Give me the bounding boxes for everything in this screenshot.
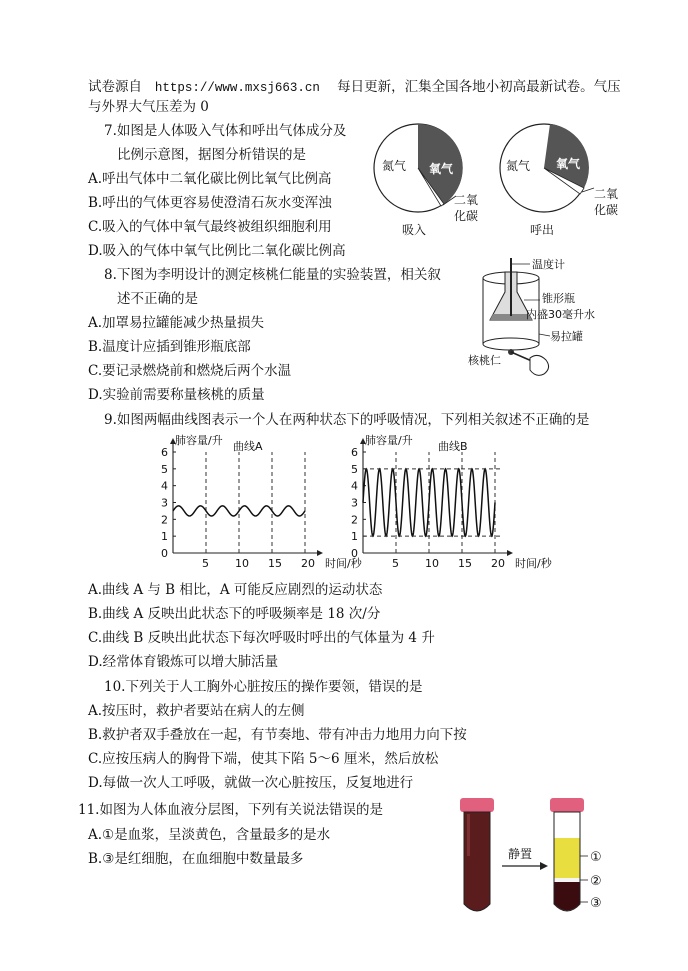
arrow-label: 静置 xyxy=(508,847,533,861)
header-slogan: 每日更新，汇集全国各地小初高最新试卷。气压 xyxy=(337,79,621,95)
q11-option-a: A.①是血浆，呈淡黄色，含量最多的是水 xyxy=(88,827,331,843)
x-tick-label: 15 xyxy=(268,557,282,570)
q9-charts xyxy=(155,432,552,582)
q8-apparatus-figure xyxy=(466,256,616,384)
y-tick-label: 2 xyxy=(161,513,168,527)
q10-option-a: A.按压时，救护者要站在病人的左侧 xyxy=(88,703,305,719)
pie1-caption: 吸入 xyxy=(402,223,427,237)
q9-option-a: A.曲线 A 与 B 相比，A 可能反应剧烈的运动状态 xyxy=(88,582,383,598)
y-tick-label: 1 xyxy=(351,530,358,544)
y-tick-label: 4 xyxy=(161,479,168,493)
chart-title: 曲线B xyxy=(438,440,468,453)
q8-option-c: C.要记录燃烧前和燃烧后两个水温 xyxy=(88,363,292,379)
layer-1: ① xyxy=(590,850,602,865)
pie2-caption: 呼出 xyxy=(530,223,555,237)
label-water: 内盛30毫升水 xyxy=(526,308,595,321)
y-tick-label: 5 xyxy=(161,462,168,476)
label-thermometer: 温度计 xyxy=(532,258,565,271)
q8-stem-2: 述不正确的是 xyxy=(117,291,198,307)
label-walnut: 核桃仁 xyxy=(468,354,501,367)
pie-exhale xyxy=(500,124,618,237)
pie1-nitrogen: 氮气 xyxy=(382,159,407,173)
q10-option-c: C.应按压病人的胸骨下端，使其下陷 5～6 厘米，然后放松 xyxy=(88,751,439,767)
q9-option-d: D.经常体育锻炼可以增大肺活量 xyxy=(88,654,279,670)
x-tick-label: 5 xyxy=(392,557,399,570)
x-tick-label: 10 xyxy=(235,557,249,570)
q8-option-b: B.温度计应插到锥形瓶底部 xyxy=(88,339,251,355)
pie2-co2-a: 二氧 xyxy=(594,187,619,201)
layer-3: ③ xyxy=(590,896,602,911)
q11-stem: 11.如图为人体血液分层图，下列有关说法错误的是 xyxy=(78,802,383,818)
q7-option-c: C.吸入的气体中氧气最终被组织细胞利用 xyxy=(88,219,332,235)
q7-option-d: D.吸入的气体中氧气比例比二氧化碳比例高 xyxy=(88,243,346,259)
q7-stem: 7.如图是人体吸入气体和呼出气体成分及 xyxy=(104,123,347,139)
q11-blood-tubes xyxy=(450,796,620,921)
pie2-nitrogen: 氮气 xyxy=(506,159,531,173)
x-axis-label: 时间/秒 xyxy=(515,557,552,570)
x-axis-arrow xyxy=(507,550,513,556)
y-axis-label: 肺容量/升 xyxy=(365,434,413,447)
q9-option-b: B.曲线 A 反映出此状态下的呼吸频率是 18 次/分 xyxy=(88,606,381,622)
q7-pie-figure xyxy=(368,118,618,240)
x-axis-arrow xyxy=(317,550,323,556)
label-can: 易拉罐 xyxy=(550,330,583,343)
y-tick-label: 4 xyxy=(351,479,358,493)
y-tick-label: 3 xyxy=(161,496,168,510)
breathing-curve xyxy=(363,469,495,536)
y-tick-label: 3 xyxy=(351,496,358,510)
q9-stem: 9.如图两幅曲线图表示一个人在两种状态下的呼吸情况，下列相关叙述不正确的是 xyxy=(104,412,590,428)
q8-stem: 8.下图为李明设计的测定核桃仁能量的实验装置，相关叙 xyxy=(104,267,441,283)
x-axis-label: 时间/秒 xyxy=(325,557,362,570)
header-line xyxy=(88,77,621,98)
q8-option-d: D.实验前需要称量核桃的质量 xyxy=(88,387,265,403)
q7-option-b: B.呼出的气体更容易使澄清石灰水变浑浊 xyxy=(88,195,332,211)
pie1-oxygen: 氧气 xyxy=(429,162,454,176)
y-axis-label: 肺容量/升 xyxy=(175,434,223,447)
x-tick-label: 15 xyxy=(458,557,472,570)
label-flask: 锥形瓶 xyxy=(542,292,575,305)
pie1-co2-a: 二氧 xyxy=(454,193,479,207)
y-tick-label: 1 xyxy=(161,530,168,544)
pie2-co2-b: 化碳 xyxy=(594,203,619,217)
y-tick-label: 6 xyxy=(351,446,358,459)
x-tick-label: 10 xyxy=(425,557,439,570)
source-label: 试卷源自 xyxy=(88,79,142,95)
q8-option-a: A.加罩易拉罐能减少热量损失 xyxy=(88,315,265,331)
q7-option-a: A.呼出气体中二氧化碳比例比氧气比例高 xyxy=(88,171,332,187)
q10-option-d: D.每做一次人工呼吸，就做一次心脏按压，反复地进行 xyxy=(88,775,414,791)
y-tick-label: 0 xyxy=(161,547,168,560)
y-tick-label: 2 xyxy=(351,513,358,527)
y-tick-label: 6 xyxy=(161,446,168,459)
source-url[interactable]: https://www.mxsj663.cn xyxy=(154,81,320,95)
chart-title: 曲线A xyxy=(233,440,263,453)
header-line-2: 与外界大气压差为 0 xyxy=(88,99,209,115)
q10-option-b: B.救护者双手叠放在一起，有节奏地、带有冲击力地用力向下按 xyxy=(88,727,467,743)
q10-stem: 10.下列关于人工胸外心脏按压的操作要领，错误的是 xyxy=(104,679,423,695)
pie1-co2-b: 化碳 xyxy=(454,209,479,223)
x-tick-label: 5 xyxy=(202,557,209,570)
layer-2: ② xyxy=(590,874,602,889)
y-tick-label: 5 xyxy=(351,462,358,476)
q9-option-c: C.曲线 B 反映出此状态下每次呼吸时呼出的气体量为 4 升 xyxy=(88,630,435,646)
chart-curve-a xyxy=(161,433,363,570)
pie-inhale xyxy=(374,124,478,237)
x-tick-label: 20 xyxy=(491,557,505,570)
chart-curve-b xyxy=(351,433,553,570)
y-tick-label: 0 xyxy=(351,547,358,560)
x-tick-label: 20 xyxy=(301,557,315,570)
pie2-oxygen: 氧气 xyxy=(556,157,581,171)
q11-option-b: B.③是红细胞，在血细胞中数量最多 xyxy=(88,851,304,867)
q7-stem-2: 比例示意图，据图分析错误的是 xyxy=(117,147,306,163)
